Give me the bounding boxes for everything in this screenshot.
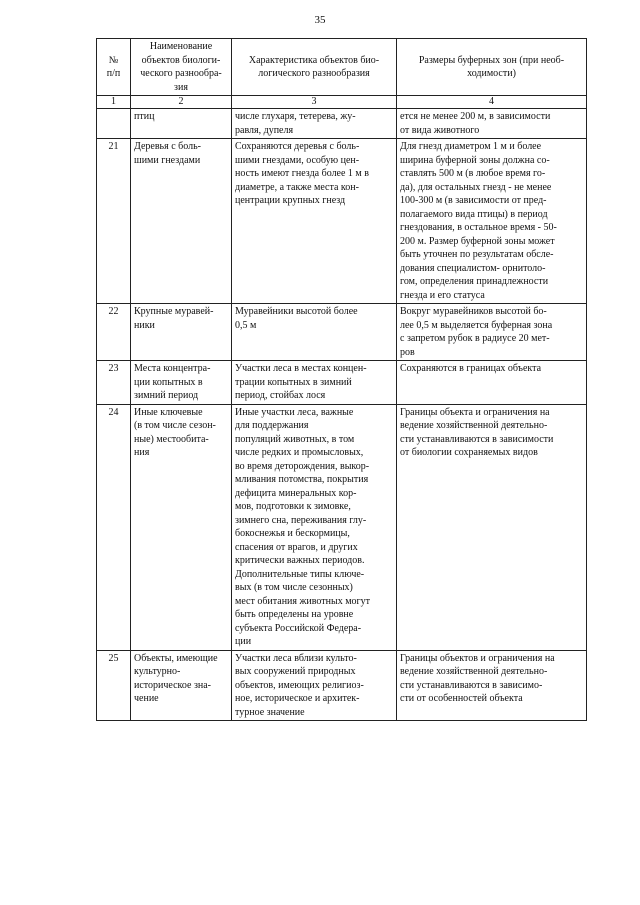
column-number: 2 [131,96,232,109]
row-num [97,109,131,139]
row-name: Иные ключевые (в том числе сезон- ные) местообита- ния [131,404,232,650]
row-num: 21 [97,139,131,304]
row-num: 24 [97,404,131,650]
row-name: Места концентра- ции копытных в зимний период [131,361,232,405]
column-number: 4 [397,96,587,109]
table-row [97,109,587,139]
row-name: Объекты, имеющие культурно- историческое зна- чение [131,650,232,721]
row-num: 25 [97,650,131,721]
row-buffer: ется не менее 200 м, в зависимости от вида животного [397,109,587,139]
page-number: 35 [314,14,326,26]
row-buffer: Вокруг муравейников высотой бо- лее 0,5 м выделяется буферная зона с запретом рубок в радиусе 20 мет- ров [397,304,587,361]
row-buffer: Для гнезд диаметром 1 м и более ширина буферной зоны должна со- ставлять 500 м (в любое время го- да), для остальных гнезд - не менее 100-300 м (в зависимости от пред- полагаемого вида птицы) в период гнездования, в остальное время - 50- 200 м. Размер буферной зоны может быть уточнен по результатам обсле- дования специалистом- орнитоло- гом, определения принадлежности гнезда и его статуса [397,139,587,304]
buffer-zone-table [96,38,587,721]
row-buffer: Сохраняются в границах объекта [397,361,587,405]
row-characteristic: числе глухаря, тетерева, жу- равля, дупеля [232,109,397,139]
table-row [97,404,587,650]
row-characteristic: Участки леса в местах концен- трации копытных в зимний период, стойбах лося [232,361,397,405]
row-characteristic: Иные участки леса, важные для поддержания популяций животных, в том числе редких и промысловых, во время деторождения, выкор- мливания потомства, покрытия дефицита минеральных кор- мов, подготовки к зимовке, зимнего сна, переживания глу- бокоснежья и бескормицы, спасения от врагов, и других критически важных периодов. Дополнительные типы ключе- вых (в том числе сезонных) мест обитания животных могут быть определены на уровне субъекта Российской Федера- ции [232,404,397,650]
row-name: Крупные муравей- ники [131,304,232,361]
row-name: птиц [131,109,232,139]
column-number: 3 [232,96,397,109]
table-header-row [97,39,587,96]
row-num: 23 [97,361,131,405]
row-buffer: Границы объекта и ограничения на ведение хозяйственной деятельно- сти устанавливаются в зависимости от биологии сохраняемых видов [397,404,587,650]
row-characteristic: Муравейники высотой более 0,5 м [232,304,397,361]
header-name: Наименование объектов биологи- ческого разнообра- зия [131,39,232,96]
header-buffer: Размеры буферных зон (при необ- ходимости) [397,39,587,96]
column-number-row [97,96,587,109]
table-row [97,361,587,405]
table-row [97,139,587,304]
row-buffer: Границы объектов и ограничения на ведение хозяйственной деятельно- сти устанавливаются в зависимо- сти от особенностей объекта [397,650,587,721]
header-num: № п/п [97,39,131,96]
row-characteristic: Сохраняются деревья с боль- шими гнездами, особую цен- ность имеют гнезда более 1 м в диаметре, а также места кон- центрации крупных гнезд [232,139,397,304]
row-num: 22 [97,304,131,361]
row-characteristic: Участки леса вблизи культо- вых сооружений природных объектов, имеющих религиоз- ное, историческое и архитек- турное значение [232,650,397,721]
row-name: Деревья с боль- шими гнездами [131,139,232,304]
table-row [97,650,587,721]
header-characteristic: Характеристика объектов био- логического разнообразия [232,39,397,96]
column-number: 1 [97,96,131,109]
table-row [97,304,587,361]
